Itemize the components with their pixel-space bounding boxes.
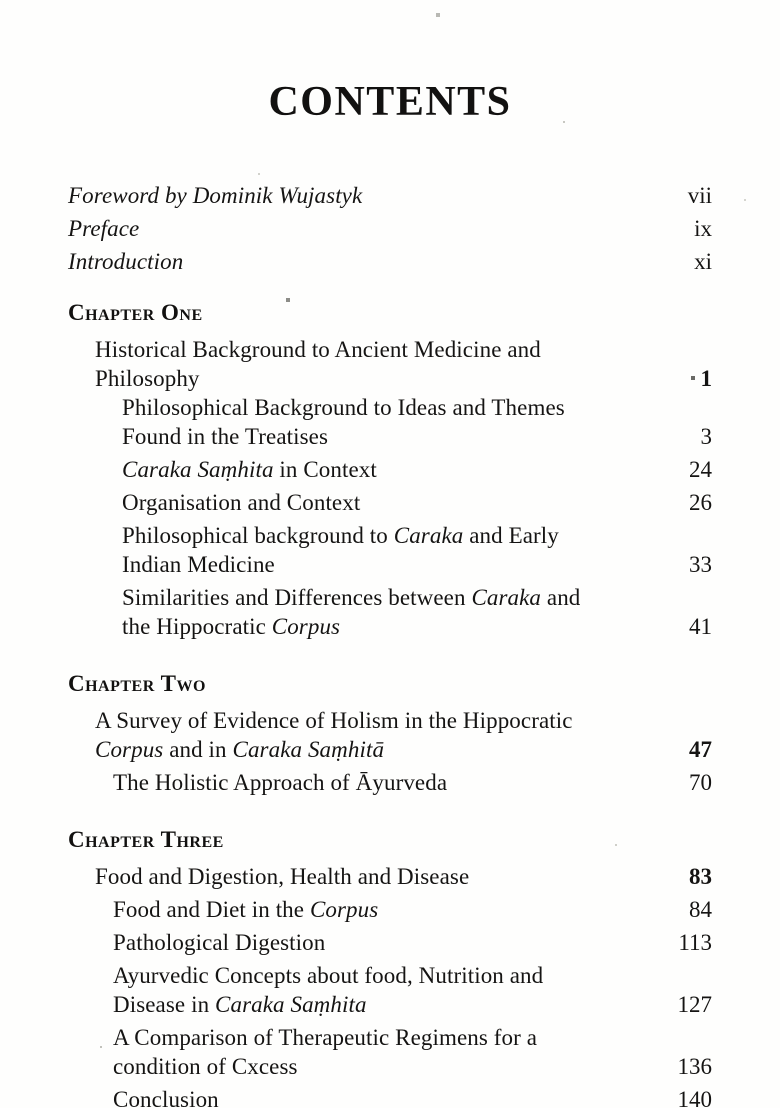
toc-entry-line <box>68 706 712 735</box>
page-number: 127 <box>677 992 712 1017</box>
toc-entry-line <box>68 612 712 641</box>
page-number: 41 <box>689 614 712 639</box>
toc-entry-line <box>68 335 712 364</box>
entry-text: Similarities and Differences between Caraka and <box>122 585 581 610</box>
entry-text: Historical Background to Ancient Medicine and <box>95 337 541 362</box>
front-matter-item <box>68 245 712 278</box>
entry-text: Foreword by Dominik Wujastyk <box>68 183 363 208</box>
front-matter-item <box>68 212 712 245</box>
toc-entry-line <box>68 961 712 990</box>
toc-entry-line <box>68 488 712 517</box>
entry-text: condition of Cxcess <box>113 1054 298 1079</box>
entry-text: A Comparison of Therapeutic Regimens for a <box>113 1025 538 1050</box>
toc-entry-line <box>68 1085 712 1108</box>
entry-text: Preface <box>68 216 140 241</box>
toc-entry-line <box>68 521 712 550</box>
page-number: 70 <box>689 770 712 795</box>
page-number: 136 <box>677 1054 712 1079</box>
page-number: 24 <box>689 457 712 482</box>
toc-entry-line <box>68 768 712 797</box>
page-title: CONTENTS <box>268 79 512 125</box>
entry-text: Disease in Caraka Saṃhita <box>113 992 367 1017</box>
toc-entry-line <box>68 393 712 422</box>
toc-entry-line <box>68 1052 712 1081</box>
entry-text: Ayurvedic Concepts about food, Nutrition and <box>113 963 544 988</box>
entry-text: Conclusion <box>113 1087 219 1108</box>
chapter-two-section <box>68 671 712 797</box>
page-number: vii <box>687 183 712 208</box>
page-number: 26 <box>689 490 712 515</box>
entry-text: Philosophical Background to Ideas and Themes <box>122 395 565 420</box>
entry-text: Philosophy <box>95 366 200 391</box>
entry-text: Corpus and in Caraka Saṃhitā <box>95 737 385 762</box>
chapter-three-heading: Chapter Three <box>68 827 224 852</box>
entry-text: Caraka Saṃhita in Context <box>122 457 377 482</box>
entry-text: Food and Diet in the Corpus <box>113 897 379 922</box>
toc-entry-line <box>68 583 712 612</box>
toc-entry-line <box>68 735 712 764</box>
entry-text: Organisation and Context <box>122 490 361 515</box>
entry-text: Philosophical background to Caraka and Early <box>122 523 559 548</box>
page-number: 33 <box>689 552 712 577</box>
entry-text: Introduction <box>68 249 184 274</box>
page-number: 83 <box>689 864 712 889</box>
toc-entry-line <box>68 455 712 484</box>
entry-text: A Survey of Evidence of Holism in the Hippocratic <box>95 708 573 733</box>
front-matter-list <box>68 179 712 278</box>
toc-entry-line <box>68 364 712 393</box>
entry-text: Found in the Treatises <box>122 424 329 449</box>
entry-text: Pathological Digestion <box>113 930 326 955</box>
page-number: 1 <box>700 366 712 391</box>
page-number: xi <box>694 249 712 274</box>
chapter-three-section <box>68 827 712 1108</box>
entry-text: Indian Medicine <box>122 552 275 577</box>
entry-text: the Hippocratic Corpus <box>122 614 341 639</box>
page-number: 113 <box>678 930 712 955</box>
toc-entry-line <box>68 862 712 891</box>
page-number: 3 <box>700 424 712 449</box>
scan-noise-specks <box>0 0 2 2</box>
chapter-two-heading: Chapter Two <box>68 671 206 696</box>
entry-text: Food and Digestion, Health and Disease <box>95 864 470 889</box>
chapter-one-heading: Chapter One <box>68 300 203 325</box>
toc-entry-line <box>68 928 712 957</box>
page-number: 47 <box>689 737 712 762</box>
entry-text: The Holistic Approach of Āyurveda <box>113 770 448 795</box>
page-number: ix <box>694 216 712 241</box>
toc-entry-line <box>68 895 712 924</box>
front-matter-item <box>68 179 712 212</box>
toc-entry-line <box>68 550 712 579</box>
toc-entry-line <box>68 422 712 451</box>
chapter-one-section <box>68 300 712 641</box>
toc-entry-line <box>68 1023 712 1052</box>
toc-entry-line <box>68 990 712 1019</box>
page-number: 84 <box>689 897 712 922</box>
page-number: 140 <box>677 1087 712 1108</box>
